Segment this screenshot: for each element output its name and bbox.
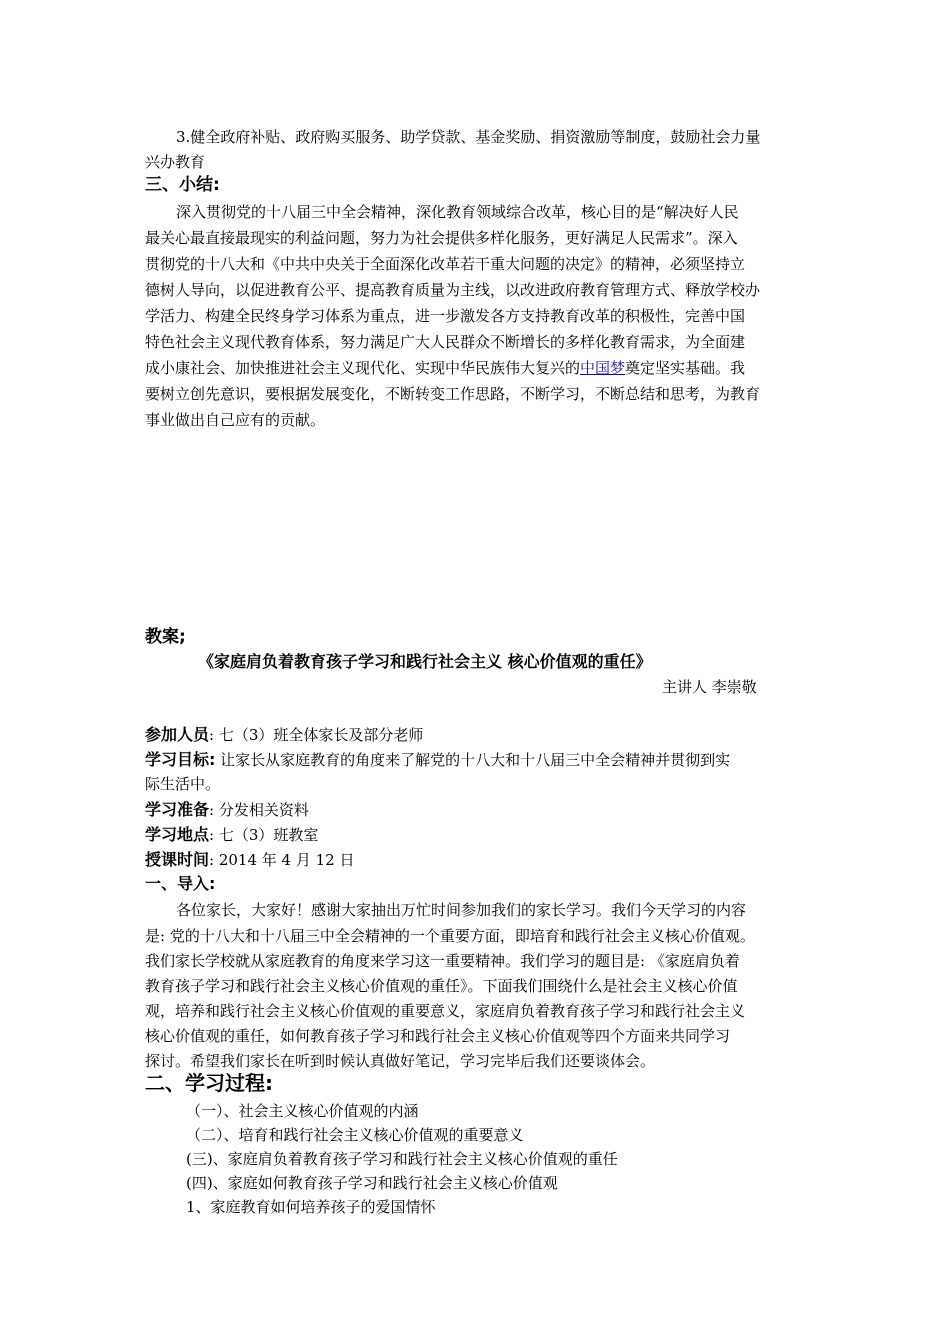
goal-value: 让家长从家庭教育的角度来了解党的十八大和十八届三中全会精神并贯彻到实: [215, 751, 731, 769]
summary-line-6: 特色社会主义现代教育体系，努力满足广大人民群众不断增长的多样化教育需求，为全面建: [145, 333, 746, 351]
process-item-5: 1、家庭教育如何培养孩子的爱国情怀: [186, 1198, 436, 1216]
intro-line-5: 观，培养和践行社会主义核心价值观的重要意义，家庭肩负着教育孩子学习和践行社会主义: [145, 1002, 746, 1020]
intro-line-7: 探讨。希望我们家长在听到时候认真做好笔记，学习完毕后我们还要谈体会。: [145, 1052, 656, 1070]
prep-label: 学习准备: [145, 800, 210, 819]
participants-row: [145, 724, 423, 746]
goal-row: [145, 749, 730, 771]
intro-line-6: 核心价值观的重任，如何教育孩子学习和践行社会主义核心价值观等四个方面来共同学习: [145, 1027, 731, 1045]
summary-line-9: 事业做出自己应有的贡献。: [145, 411, 326, 429]
process-item-1: （一）、社会主义核心价值观的内涵: [186, 1102, 419, 1120]
goal-line-2: 际生活中。: [145, 775, 221, 793]
summary-line-7-tail: 奠定坚实基础。我: [625, 359, 746, 377]
place-row: [145, 824, 318, 846]
goal-label: 学习目标:: [145, 750, 216, 769]
intro-line-4: 教育孩子学习和践行社会主义核心价值观的重任》。下面我们围绕什么是社会主义核心价值: [145, 977, 738, 995]
summary-line-4: 德树人导向，以促进教育公平、提高教育质量为主线，以改进政府教育管理方式、释放学校办: [145, 281, 761, 299]
prep-row: [145, 799, 309, 821]
lesson-title: 《家庭肩负着教育孩子学习和践行社会主义 核心价值观的重任》: [198, 652, 652, 671]
speaker: 主讲人 李崇敬: [662, 678, 757, 696]
intro-line-3: 我们家长学校就从家庭教育的角度来学习这一重要精神。我们学习的题目是: 《家庭肩负着: [145, 952, 740, 970]
time-value: : 2014 年 4 月 12 日: [209, 851, 355, 869]
place-label: 学习地点: [145, 825, 210, 844]
summary-line-7: [145, 357, 745, 379]
place-value: : 七（3）班教室: [209, 826, 319, 844]
item-3-line-2: 兴办教育: [145, 153, 206, 171]
time-row: [145, 849, 354, 871]
china-dream-link[interactable]: 中国梦: [580, 359, 626, 377]
summary-line-8: 要树立创先意识，要根据发展变化，不断转变工作思路，不断学习，不断总结和思考，为教育: [145, 385, 761, 403]
time-label: 授课时间: [145, 850, 210, 869]
process-item-2: （二）、培育和践行社会主义核心价值观的重要意义: [186, 1126, 524, 1144]
participants-value: : 七（3）班全体家长及部分老师: [209, 726, 424, 744]
summary-line-2: 最关心最直接最现实的利益问题，努力为社会提供多样化服务，更好满足人民需求”。深入: [145, 229, 738, 247]
prep-value: : 分发相关资料: [209, 801, 309, 819]
process-item-4: (四)、家庭如何教育孩子学习和践行社会主义核心价值观: [186, 1174, 558, 1192]
intro-line-2: 是: 党的十八大和十八届三中全会精神的一个重要方面，即培育和践行社会主义核心价值观。: [145, 927, 755, 945]
summary-line-3: 贯彻党的十八大和《中共中央关于全面深化改革若干重大问题的决定》的精神，必须坚持立: [145, 255, 746, 273]
item-3-line-1: 3.健全政府补贴、政府购买服务、助学贷款、基金奖励、捐资激励等制度，鼓励社会力量: [176, 128, 761, 146]
process-heading: 二、学习过程:: [145, 1071, 273, 1095]
process-item-3: (三)、家庭肩负着教育孩子学习和践行社会主义核心价值观的重任: [186, 1150, 618, 1168]
intro-line-1: 各位家长，大家好！感谢大家抽出万忙时间参加我们的家长学习。我们今天学习的内容: [176, 901, 747, 919]
summary-line-1: 深入贯彻党的十八届三中全会精神，深化教育领域综合改革，核心目的是“解决好人民: [176, 203, 739, 221]
participants-label: 参加人员: [145, 725, 210, 744]
lesson-label: 教案;: [145, 627, 186, 647]
summary-line-7-text: 成小康社会、加快推进社会主义现代化、实现中华民族伟大复兴的: [145, 359, 581, 377]
intro-heading: 一、导入:: [145, 874, 216, 893]
summary-heading: 三、小结:: [145, 175, 220, 195]
summary-line-5: 学活力、构建全民终身学习体系为重点，进一步激发各方支持教育改革的积极性，完善中国: [145, 307, 746, 325]
